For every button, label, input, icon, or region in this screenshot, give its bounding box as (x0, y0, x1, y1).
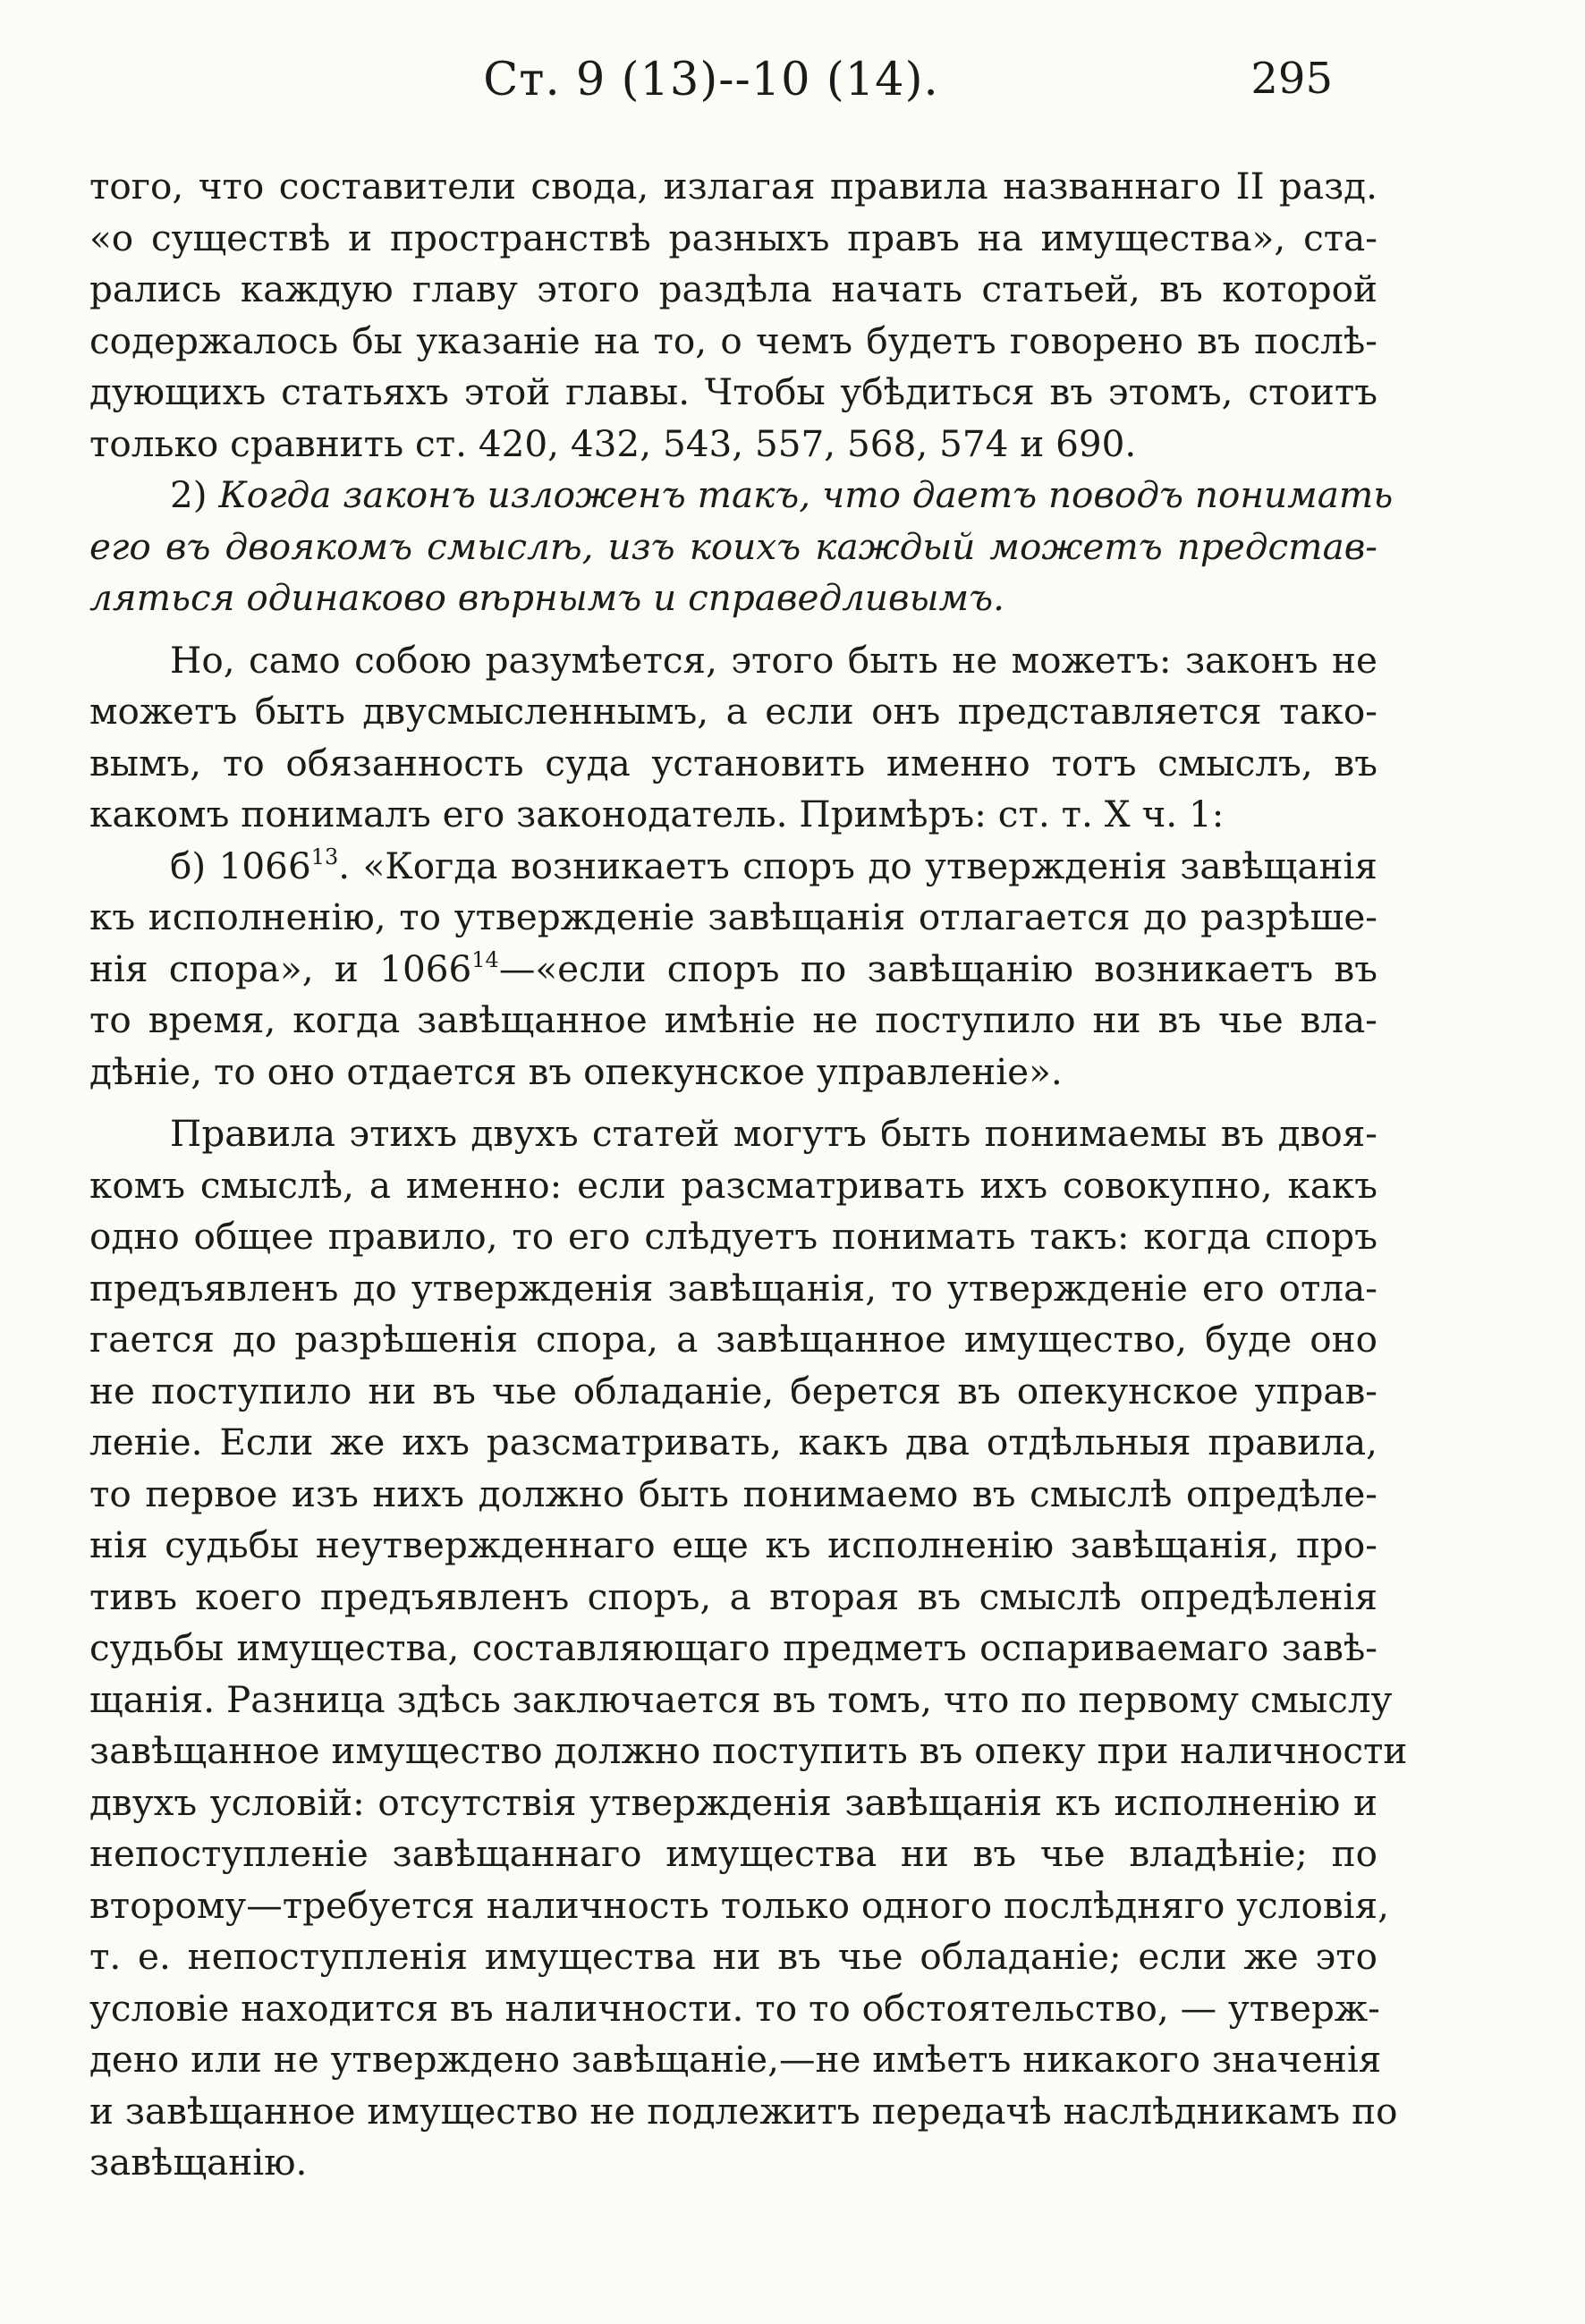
text-segment: нія спора», и 1066 (89, 946, 472, 990)
text-line: завѣщанное имущество должно поступить въ опеку при наличности (89, 1729, 1408, 1772)
text-line: только сравнить ст. 420, 432, 543, 557, 568, 574 и 690. (89, 421, 1137, 465)
paragraph-5 (89, 1108, 1408, 2189)
running-head (89, 54, 1333, 116)
text-line: и завѣщанное имущество не подлежитъ передачѣ наслѣдникамъ по (89, 2089, 1398, 2133)
text-line: «о существѣ и пространствѣ разныхъ правъ на имущества», ста- (89, 216, 1377, 259)
text-line: судьбы имущества, составляющаго предметъ оспариваемаго завѣ- (89, 1626, 1377, 1669)
text-segment: —«если споръ по завѣщанію возникаетъ въ (498, 946, 1377, 990)
text-line: леніе. Если же ихъ разсматривать, какъ два отдѣльныя правила, (89, 1421, 1377, 1463)
text-line: его въ двоякомъ смыслѣ, изъ коихъ каждый можетъ представ- (89, 524, 1377, 568)
text-line (89, 470, 1394, 522)
text-line: двухъ условій: отсутствія утвержденія завѣщанія къ исполненію и (89, 1780, 1377, 1824)
superscript: 14 (471, 946, 499, 972)
text-line: то первое изъ нихъ должно быть понимаемо въ смыслѣ опредѣле- (89, 1472, 1377, 1515)
text-line: то время, когда завѣщанное имѣніе не поступило ни въ чье вла- (89, 998, 1377, 1041)
paragraph-3 (89, 635, 1377, 841)
running-title: Ст. 9 (13)--10 (14). (483, 54, 939, 106)
text-line: одно общее правило, то его слѣдуетъ понимать такъ: когда споръ (89, 1215, 1377, 1258)
text-line: къ исполненію, то утвержденіе завѣщанія отлагается до разрѣше- (89, 895, 1377, 938)
text-line: дено или не утверждено завѣщаніе,—не имѣетъ никакого значенія (89, 2038, 1382, 2081)
text-line: нія судьбы неутвержденнаго еще къ исполненію завѣщанія, про- (89, 1523, 1377, 1566)
list-number: 2) (170, 473, 208, 516)
text-line: тивъ коего предъявленъ споръ, а вторая въ смыслѣ опредѣленія (89, 1574, 1377, 1618)
text-segment: . «Когда возникаетъ споръ до утвержденія завѣщанія (338, 844, 1377, 887)
text-line: дующихъ статьяхъ этой главы. Чтобы убѣдиться въ этомъ, стоитъ (89, 370, 1377, 413)
italic-text: Когда законъ изложенъ такъ, что даетъ поводъ понимать (218, 473, 1394, 516)
text-line: т. е. непоступленія имущества ни въ чье обладаніе; если же это (89, 1935, 1377, 1978)
text-line: можетъ быть двусмысленнымъ, а если онъ представляется тако- (89, 690, 1377, 733)
paragraph-1 (89, 161, 1377, 470)
text-line: Правила этихъ двухъ статей могутъ быть понимаемы въ двоя- (170, 1112, 1377, 1155)
text-line: какомъ понималъ его законодатель. Примѣръ: ст. т. X ч. 1: (89, 793, 1225, 835)
text-line: второму—требуется наличность только одного послѣдняго условія, (89, 1883, 1390, 1927)
text-line: не поступило ни въ чье обладаніе, берется въ опекунское управ- (89, 1369, 1377, 1412)
text-line: ляться одинаково вѣрнымъ и справедливымъ. (89, 576, 1005, 619)
body-text (89, 161, 1408, 2189)
paragraph-4 (89, 841, 1377, 1098)
text-line: гается до разрѣшенія спора, а завѣщанное имущество, буде оно (89, 1318, 1377, 1361)
superscript: 13 (310, 844, 339, 869)
text-line: щанія. Разница здѣсь заключается въ томъ, что по первому смыслу (89, 1677, 1393, 1721)
text-line: комъ смыслѣ, а именно: если разсматривать ихъ совокупно, какъ (89, 1163, 1377, 1207)
text-line: непоступленіе завѣщаннаго имущества ни въ чье владѣніе; по (89, 1832, 1377, 1875)
text-line: рались каждую главу этого раздѣла начать статьей, въ которой (89, 267, 1377, 310)
text-line: содержалось бы указаніе на то, о чемъ будетъ говорено въ послѣ- (89, 318, 1377, 362)
paragraph-gap (89, 1098, 1377, 1108)
paragraph-gap (89, 624, 1377, 635)
page-number: 295 (1250, 54, 1333, 104)
text-line: Но, само собою разумѣется, этого быть не можетъ: законъ не (170, 638, 1377, 682)
text-line: условіе находится въ наличности. то то обстоятельство, — утверж- (89, 1986, 1380, 2030)
text-line: предъявленъ до утвержденія завѣщанія, то утвержденіе его отла- (89, 1266, 1377, 1310)
text-line (89, 944, 1377, 996)
paragraph-2 (89, 470, 1394, 624)
text-line: вымъ, то обязанность суда установить именно тотъ смыслъ, въ (89, 741, 1377, 785)
text-line: дѣніе, то оно отдается въ опекунское управленіе». (89, 1049, 1063, 1093)
article-ref: б) 1066 (170, 844, 311, 887)
text-line (89, 841, 1377, 893)
text-line: того, что составители свода, излагая правила названнаго II разд. (89, 165, 1377, 208)
text-line: завѣщанію. (89, 2141, 308, 2184)
